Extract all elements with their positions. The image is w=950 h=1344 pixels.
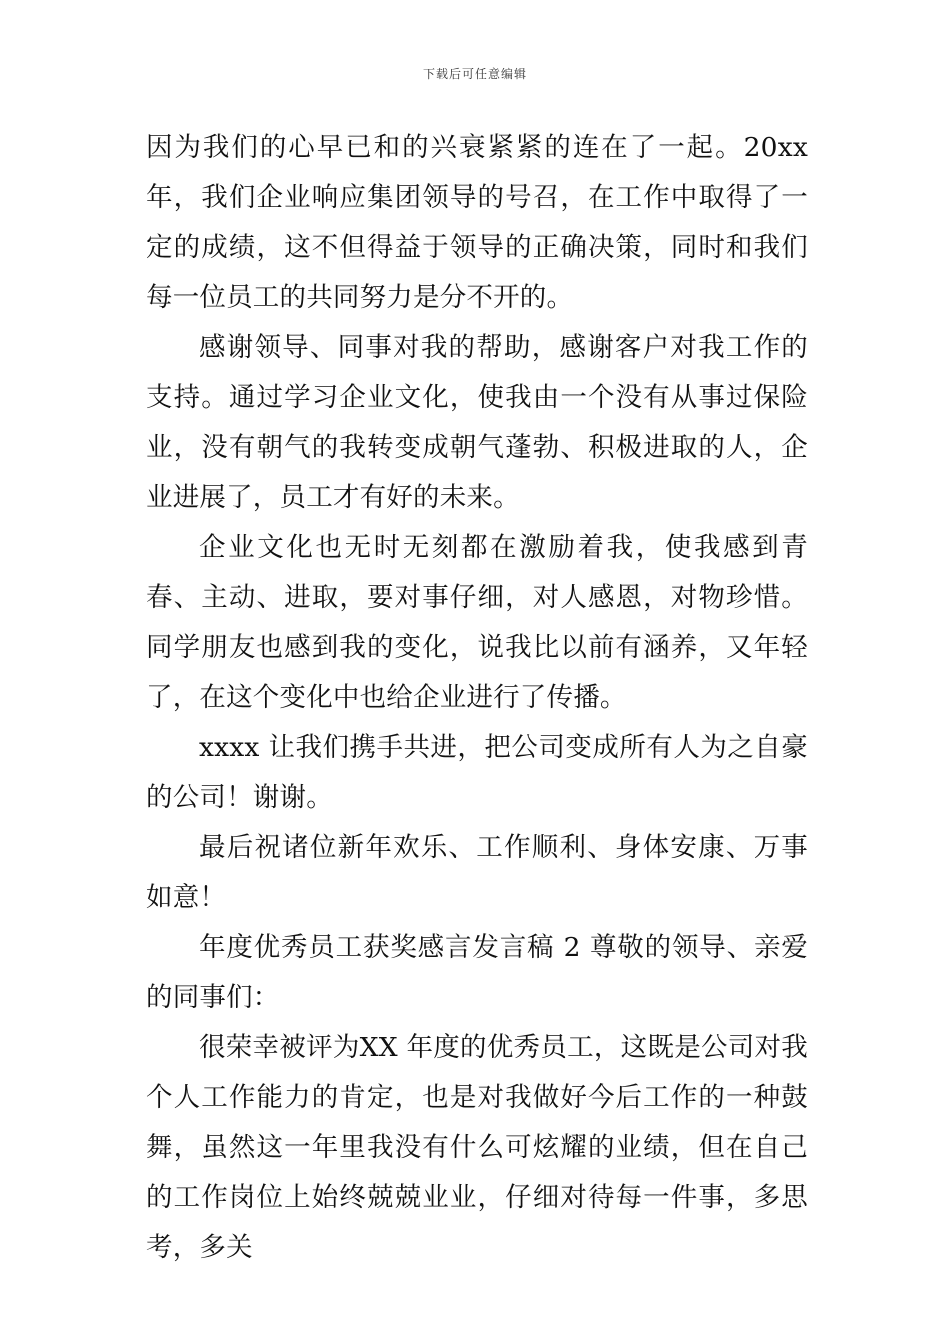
- paragraph-1: 因为我们的心早已和的兴衰紧紧的连在了一起。20xx 年，我们企业响应集团领导的号召，在工作中取得了一定的成绩，这不但得益于领导的正确决策，同时和我们每一位员工的共同努力是分不开的。: [146, 132, 808, 313]
- paragraph-3: 企业文化也无时无刻都在激励着我，使我感到青春、主动、进取，要对事仔细，对人感恩，对物珍惜。同学朋友也感到我的变化，说我比以前有涵养，又年轻了，在这个变化中也给企业进行了传播。: [146, 532, 808, 713]
- paragraph-4: xxxx 让我们携手共进，把公司变成所有人为之自豪的公司！谢谢。: [146, 732, 808, 813]
- paragraph-7: 很荣幸被评为XX 年度的优秀员工，这既是公司对我个人工作能力的肯定，也是对我做好今后工作的一种鼓舞，虽然这一年里我没有什么可炫耀的业绩，但在自己的工作岗位上始终兢兢业业，仔细对待每一件事，多思考，多关: [146, 1032, 808, 1263]
- paragraph-6: 年度优秀员工获奖感言发言稿 2 尊敬的领导、亲爱的同事们：: [146, 932, 808, 1013]
- paragraph-2: 感谢领导、同事对我的帮助，感谢客户对我工作的支持。通过学习企业文化，使我由一个没有从事过保险业，没有朝气的我转变成朝气蓬勃、积极进取的人，企业进展了，员工才有好的未来。: [146, 332, 808, 513]
- paragraph-5: 最后祝诸位新年欢乐、工作顺利、身体安康、万事如意！: [146, 832, 808, 913]
- page-header: 下载后可任意编辑: [422, 67, 527, 81]
- document-body: [146, 123, 808, 1273]
